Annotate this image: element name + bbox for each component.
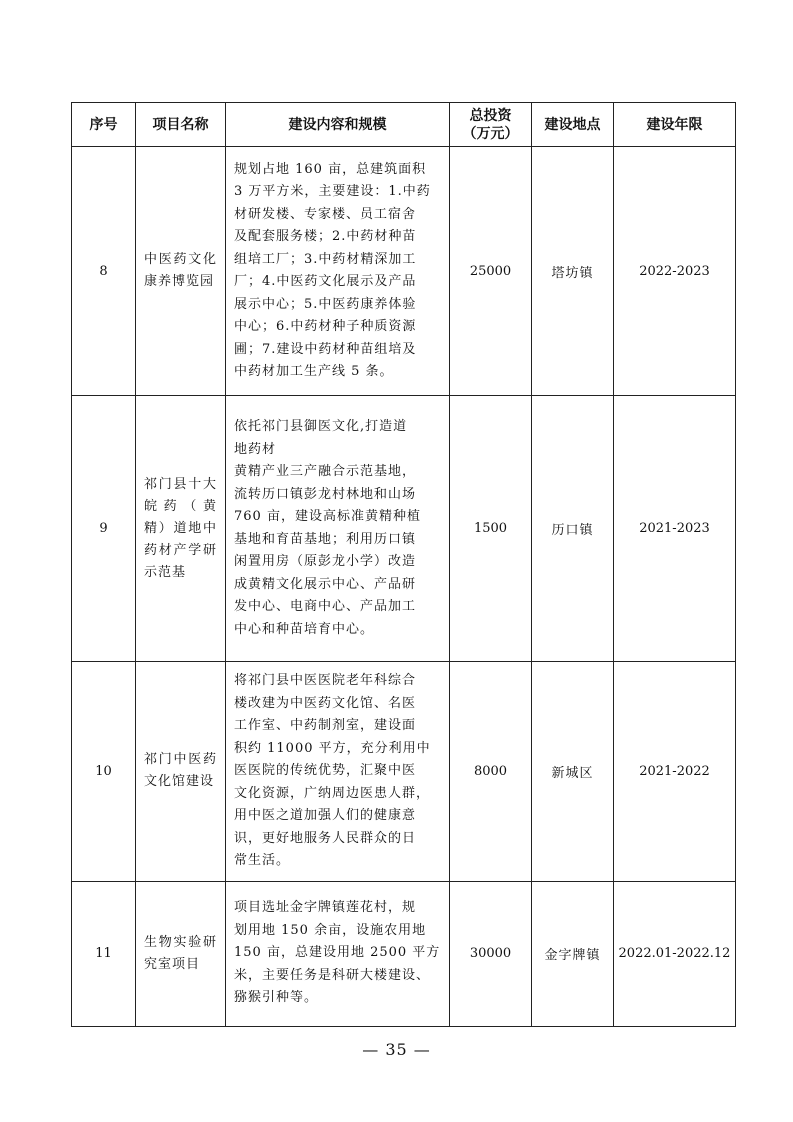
content-line: 常生活。 (234, 853, 291, 868)
row-content (226, 147, 450, 396)
row-content (226, 881, 450, 1026)
table-header-row (72, 103, 736, 147)
header-content: 建设内容和规模 (226, 103, 450, 147)
content-line: 及配套服务楼；2.中药材种苗 (234, 229, 417, 244)
row-period: 2022-2023 (614, 147, 736, 396)
content-line: 成黄精文化展示中心、产品研 (234, 576, 417, 592)
row-index: 9 (72, 396, 136, 662)
row-project-name: 祁门中医药文化馆建设 (136, 662, 226, 882)
content-line: 圃；7.建设中药材种苗组培及 (234, 341, 417, 357)
row-index: 11 (72, 881, 136, 1026)
content-line: 闲置用房（原彭龙小学）改造 (234, 554, 417, 569)
content-line: 组培工厂；3.中药材精深加工 (234, 251, 417, 267)
content-line: 医医院的传统优势，汇聚中医 (234, 763, 417, 778)
row-location: 金字牌镇 (532, 881, 614, 1026)
row-period: 2021-2023 (614, 396, 736, 662)
content-line: 流转历口镇彭龙村林地和山场 (234, 486, 417, 502)
content-line: 划用地 150 余亩，设施农用地 (234, 922, 427, 938)
content-line: 厂；4.中医药文化展示及产品 (234, 274, 417, 289)
content-line: 将祁门县中医医院老年科综合 (234, 673, 417, 688)
row-investment: 25000 (450, 147, 532, 396)
content-line: 3 万平方米，主要建设：1.中药 (234, 184, 431, 199)
row-content (226, 396, 450, 662)
row-investment: 30000 (450, 881, 532, 1026)
content-line: 项目选址金字牌镇莲花村，规 (234, 900, 417, 916)
row-period: 2021-2022 (614, 662, 736, 882)
content-line: 地药材 (234, 441, 277, 457)
content-line: 工作室、中药制剂室，建设面 (234, 718, 417, 733)
table-row (72, 147, 736, 396)
header-investment-line2: （万元） (462, 125, 519, 142)
row-location: 历口镇 (532, 396, 614, 662)
content-line: 基地和育苗基地；利用历口镇 (234, 531, 417, 547)
content-line: 发中心、电商中心、产品加工 (234, 599, 417, 614)
header-index: 序号 (72, 103, 136, 147)
row-period: 2022.01-2022.12 (614, 881, 736, 1026)
row-location: 塔坊镇 (532, 147, 614, 396)
content-line: 规划占地 160 亩，总建筑面积 (234, 161, 427, 177)
row-investment: 1500 (450, 396, 532, 662)
row-content (226, 662, 450, 882)
row-location: 新城区 (532, 662, 614, 882)
header-name: 项目名称 (136, 103, 226, 147)
content-line: 猕猴引种等。 (234, 990, 319, 1006)
table-row (72, 396, 736, 662)
row-project-name: 中医药文化康养博览园 (136, 147, 226, 396)
content-line: 760 亩，建设高标准黄精种植 (234, 509, 421, 524)
row-investment: 8000 (450, 662, 532, 882)
row-index: 8 (72, 147, 136, 396)
content-line: 展示中心；5.中医药康养体验 (234, 296, 417, 312)
content-line: 依托祁门县御医文化,打造道 (234, 419, 408, 434)
project-table (71, 102, 736, 1027)
table-row (72, 662, 736, 882)
row-project-name: 生物实验研究室项目 (136, 881, 226, 1026)
content-line: 文化资源，广纳周边医患人群， (234, 785, 431, 801)
content-line: 用中医之道加强人们的健康意 (234, 808, 417, 823)
content-line: 米，主要任务是科研大楼建设、 (234, 967, 431, 983)
header-location: 建设地点 (532, 103, 614, 147)
content-line: 识，更好地服务人民群众的日 (234, 830, 417, 846)
content-line: 中心；6.中药材种子种质资源 (234, 319, 417, 334)
header-investment (450, 103, 532, 147)
header-investment-line1: 总投资 (469, 107, 512, 124)
content-line: 150 亩，总建设用地 2500 平方 (234, 945, 441, 961)
table-row (72, 881, 736, 1026)
row-index: 10 (72, 662, 136, 882)
content-line: 楼改建为中医药文化馆、名医 (234, 695, 417, 711)
header-period: 建设年限 (614, 103, 736, 147)
content-line: 积约 11000 平方，充分利用中 (234, 740, 431, 756)
content-line: 中心和种苗培育中心。 (234, 621, 375, 637)
content-line: 中药材加工生产线 5 条。 (234, 364, 394, 379)
content-line: 黄精产业三产融合示范基地， (234, 464, 417, 479)
page-number: — 35 — (362, 1040, 431, 1059)
row-project-name: 祁门县十大皖药（黄精）道地中药材产学研示范基 (136, 396, 226, 662)
content-line: 材研发楼、专家楼、员工宿舍 (234, 206, 417, 222)
